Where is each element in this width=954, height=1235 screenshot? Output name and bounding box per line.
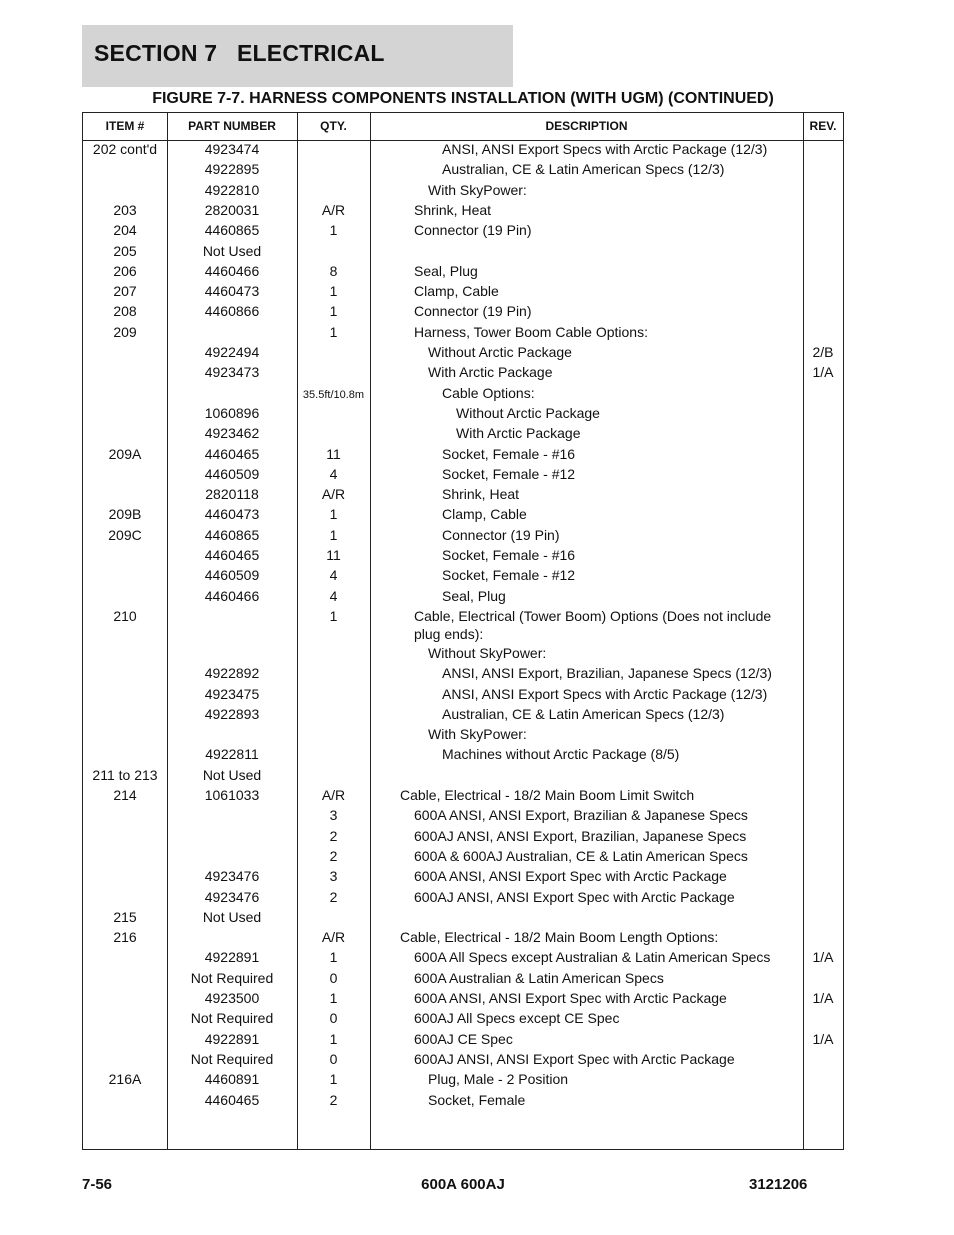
description-cell: Without Arctic Package — [456, 404, 600, 421]
description-cell: Clamp, Cable — [414, 283, 499, 300]
description-cell: ANSI, ANSI Export Specs with Arctic Package (12/3) — [442, 685, 768, 702]
description-cell: 600AJ ANSI, ANSI Export, Brazilian, Japanese Specs — [414, 827, 747, 844]
description-cell: 600A ANSI, ANSI Export, Brazilian & Japanese Specs — [414, 807, 748, 824]
qty-cell: 0 — [329, 1010, 338, 1027]
part-number-cell: 4460891 — [204, 1071, 260, 1088]
description-cell: Australian, CE & Latin American Specs (12/3) — [442, 705, 725, 722]
qty-cell: 4 — [329, 587, 338, 604]
part-number-cell: 4922895 — [204, 161, 260, 178]
item-cell: 209 — [113, 323, 137, 340]
qty-cell: 1 — [329, 607, 338, 624]
part-number-cell: 4923476 — [204, 888, 260, 905]
column-header-item: ITEM # — [105, 119, 145, 133]
figure-title: FIGURE 7-7. HARNESS COMPONENTS INSTALLATION (WITH UGM) (CONTINUED) — [152, 90, 774, 107]
column-divider — [370, 113, 371, 1149]
item-cell: 216A — [108, 1071, 142, 1088]
description-cell: Socket, Female - #16 — [442, 547, 576, 563]
qty-cell: 1 — [329, 283, 338, 300]
rev-cell: 1/A — [812, 1030, 834, 1047]
part-number-cell: 4460473 — [204, 283, 260, 300]
description-cell: Machines without Arctic Package (8/5) — [442, 746, 680, 763]
qty-cell: 4 — [329, 567, 338, 584]
description-cell: With Arctic Package — [456, 425, 581, 442]
description-cell: Without Arctic Package — [428, 344, 572, 360]
description-cell: Seal, Plug — [414, 262, 478, 279]
description-cell: 600AJ ANSI, ANSI Export Spec with Arctic Package — [414, 888, 735, 905]
item-cell: 204 — [113, 222, 137, 239]
qty-cell: 35.5ft/10.8m — [302, 388, 365, 401]
part-number-cell: 4922811 — [205, 746, 259, 763]
qty-cell: A/R — [321, 201, 346, 218]
qty-cell: 0 — [329, 1050, 338, 1067]
qty-cell: 1 — [329, 1030, 338, 1047]
item-cell: 210 — [113, 607, 137, 624]
part-number-cell: 4460466 — [204, 587, 260, 604]
part-number-cell: Not Required — [190, 1050, 274, 1067]
part-number-cell: 4923473 — [204, 364, 260, 381]
qty-cell: 1 — [329, 323, 338, 340]
qty-cell: 1 — [329, 506, 338, 523]
description-cell: Plug, Male - 2 Position — [428, 1071, 569, 1088]
description-cell: Socket, Female — [428, 1091, 526, 1108]
item-cell: 203 — [113, 201, 137, 218]
description-cell: 600A ANSI, ANSI Export Spec with Arctic Package — [414, 990, 727, 1006]
part-number-cell: 2820031 — [204, 201, 260, 218]
qty-cell: 2 — [329, 1091, 338, 1108]
section-title: SECTION 7 ELECTRICAL — [94, 40, 385, 66]
description-cell: Socket, Female - #16 — [442, 445, 576, 462]
qty-cell: 0 — [329, 969, 338, 986]
qty-cell: 11 — [326, 547, 341, 563]
qty-cell: 1 — [329, 222, 338, 239]
description-cell: Shrink, Heat — [442, 486, 520, 503]
item-cell: 216 — [113, 929, 137, 946]
qty-cell: 1 — [329, 949, 338, 966]
column-header-part-number: PART NUMBER — [188, 119, 276, 133]
qty-cell: 1 — [329, 526, 338, 543]
part-number-cell: 1061033 — [204, 787, 260, 803]
part-number-cell: 4922494 — [204, 344, 260, 360]
description-cell: Harness, Tower Boom Cable Options: — [414, 323, 648, 340]
part-number-cell: Not Used — [202, 908, 262, 925]
part-number-cell: 4923462 — [204, 425, 260, 442]
part-number-cell: 4460465 — [204, 547, 260, 563]
description-cell: Connector (19 Pin) — [442, 526, 560, 543]
description-cell: Seal, Plug — [442, 587, 506, 604]
description-cell: Connector (19 Pin) — [414, 303, 532, 320]
part-number-cell: 4460509 — [204, 567, 260, 584]
part-number-cell: 4922892 — [204, 665, 260, 682]
part-number-cell: Not Used — [202, 766, 262, 783]
part-number-cell: 4922893 — [204, 705, 260, 722]
qty-cell: A/R — [321, 929, 346, 946]
part-number-cell: 1060896 — [204, 404, 260, 421]
qty-cell: 3 — [329, 868, 338, 885]
qty-cell: 8 — [329, 262, 338, 279]
description-cell: Cable, Electrical - 18/2 Main Boom Limit Switch — [400, 787, 695, 803]
document-number: 3121206 — [749, 1176, 808, 1193]
part-number-cell: 4460465 — [204, 1091, 260, 1108]
part-number-cell: 4922810 — [204, 181, 260, 198]
qty-cell: A/R — [321, 787, 346, 803]
item-cell: 209C — [108, 526, 142, 543]
column-header-rev: REV. — [809, 119, 837, 133]
item-cell: 209B — [108, 506, 142, 523]
qty-cell: 4 — [329, 465, 338, 482]
parts-table — [82, 112, 844, 1150]
description-cell: Socket, Female - #12 — [442, 465, 576, 482]
part-number-cell: 4923500 — [204, 990, 260, 1006]
part-number-cell: 4922891 — [204, 949, 260, 966]
description-cell: With SkyPower: — [428, 181, 527, 198]
description-cell: 600AJ All Specs except CE Spec — [414, 1010, 620, 1027]
part-number-cell: 4460509 — [204, 465, 260, 482]
description-cell: With Arctic Package — [428, 364, 553, 381]
part-number-cell: 4460865 — [204, 526, 260, 543]
description-cell: Cable Options: — [442, 384, 535, 401]
item-cell: 209A — [108, 445, 142, 462]
description-cell: Shrink, Heat — [414, 201, 492, 218]
description-cell: 600A Australian & Latin American Specs — [414, 969, 664, 986]
description-cell: Connector (19 Pin) — [414, 222, 532, 239]
description-cell: Cable, Electrical - 18/2 Main Boom Length Options: — [400, 929, 719, 946]
part-number-cell: Not Used — [202, 242, 262, 259]
item-cell: 207 — [113, 283, 137, 300]
item-cell: 215 — [113, 908, 137, 925]
description-cell: 600A All Specs except Australian & Latin American Specs — [414, 949, 771, 966]
description-cell: With SkyPower: — [428, 726, 527, 743]
page-number: 7-56 — [82, 1176, 113, 1193]
qty-cell: 2 — [329, 888, 338, 905]
description-cell: Cable, Electrical (Tower Boom) Options (Does not include plug ends): — [414, 607, 772, 642]
part-number-cell: Not Required — [190, 1010, 274, 1027]
qty-cell: 2 — [329, 847, 338, 864]
rev-cell: 1/A — [812, 990, 834, 1006]
item-cell: 208 — [113, 303, 137, 320]
part-number-cell: 4460865 — [204, 222, 260, 239]
part-number-cell: 4460866 — [204, 303, 260, 320]
qty-cell: 11 — [326, 445, 341, 462]
part-number-cell: 4923476 — [204, 868, 260, 885]
qty-cell: 2 — [329, 827, 338, 844]
part-number-cell: 4922891 — [204, 1030, 260, 1047]
part-number-cell: 4460473 — [204, 506, 260, 523]
description-cell: Socket, Female - #12 — [442, 567, 576, 584]
item-cell: 211 to 213 — [92, 766, 158, 783]
qty-cell: 1 — [329, 1071, 338, 1088]
item-cell: 202 cont'd — [92, 141, 158, 157]
column-header-qty: QTY. — [320, 119, 347, 133]
description-cell: ANSI, ANSI Export Specs with Arctic Package (12/3) — [442, 141, 768, 157]
part-number-cell: Not Required — [190, 969, 274, 986]
description-cell: 600AJ ANSI, ANSI Export Spec with Arctic Package — [414, 1050, 735, 1067]
part-number-cell: 4923475 — [204, 685, 260, 702]
qty-cell: 1 — [329, 303, 338, 320]
description-cell: Clamp, Cable — [442, 506, 527, 523]
qty-cell: 1 — [329, 990, 338, 1006]
qty-cell: A/R — [321, 486, 346, 503]
column-header-description: DESCRIPTION — [545, 119, 628, 133]
description-cell: 600A & 600AJ Australian, CE & Latin American Specs — [414, 847, 748, 864]
rev-cell: 2/B — [812, 344, 834, 360]
description-cell: 600A ANSI, ANSI Export Spec with Arctic Package — [414, 868, 727, 885]
model-label: 600A 600AJ — [421, 1176, 505, 1193]
description-cell: Without SkyPower: — [428, 644, 547, 661]
rev-cell: 1/A — [812, 364, 834, 381]
rev-cell: 1/A — [812, 949, 834, 966]
part-number-cell: 4460465 — [204, 445, 260, 462]
item-cell: 214 — [113, 787, 137, 803]
item-cell: 205 — [113, 242, 137, 259]
item-cell: 206 — [113, 262, 137, 279]
part-number-cell: 4923474 — [204, 141, 260, 157]
qty-cell: 3 — [329, 807, 338, 824]
description-cell: Australian, CE & Latin American Specs (12/3) — [442, 161, 725, 178]
description-cell: ANSI, ANSI Export, Brazilian, Japanese Specs (12/3) — [442, 665, 772, 682]
description-cell: 600AJ CE Spec — [414, 1030, 513, 1047]
part-number-cell: 2820118 — [205, 486, 259, 503]
part-number-cell: 4460466 — [204, 262, 260, 279]
